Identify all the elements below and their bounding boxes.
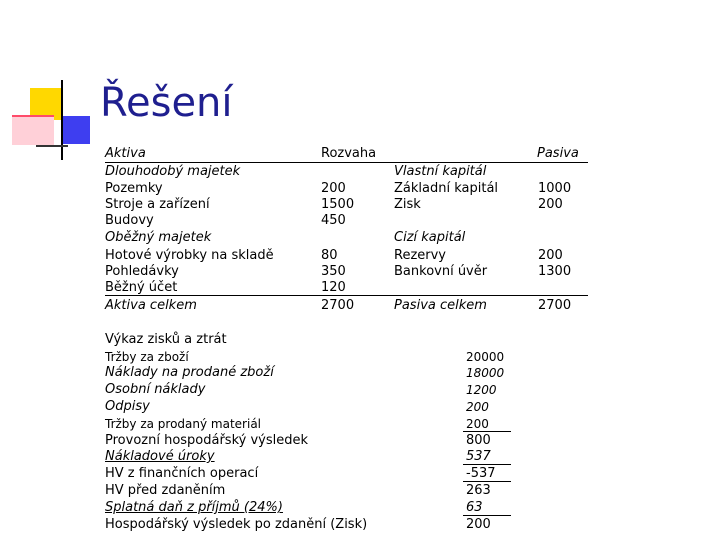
logo-vertical-line [61, 80, 63, 160]
pl-row-value: 200 [466, 517, 491, 532]
pl-row-value: -537 [466, 466, 496, 481]
liabilities-total-label: Pasiva celkem [394, 298, 487, 313]
pl-row-label: Náklady na prodané zboží [105, 365, 274, 380]
equity-label: Zisk [394, 197, 421, 212]
pl-row-label: Nákladové úroky [105, 449, 215, 464]
pl-row-label: Provozní hospodářský výsledek [105, 433, 309, 448]
asset-label: Pozemky [105, 181, 163, 196]
logo-horizontal-line [36, 145, 68, 147]
asset-value: 200 [321, 181, 346, 196]
pl-row-label: Hospodářský výsledek po zdanění (Zisk) [105, 517, 368, 532]
assets-header: Aktiva [105, 146, 146, 161]
asset-label: Běžný účet [105, 280, 178, 295]
pl-row-value: 263 [466, 483, 491, 498]
pl-row-value: 18000 [466, 366, 505, 380]
assets-total-label: Aktiva celkem [105, 298, 197, 313]
pl-row-label: HV před zdaněním [105, 483, 226, 498]
logo-blue-square [62, 116, 90, 144]
asset-label: Pohledávky [105, 264, 179, 279]
liabilities-total-value: 2700 [538, 298, 572, 313]
liability-value: 1300 [538, 264, 572, 279]
pl-row-value: 200 [466, 400, 489, 414]
pl-row-value: 1200 [466, 383, 497, 397]
balance-title: Rozvaha [321, 146, 377, 161]
totals-rule [105, 295, 588, 296]
pl-row-value: 200 [466, 417, 489, 431]
equity-heading: Vlastní kapitál [394, 164, 487, 179]
pl-row-label: Splatná daň z příjmů (24%) [105, 500, 283, 515]
pl-rule [463, 464, 511, 465]
liabilities-group-heading: Cizí kapitál [394, 230, 466, 245]
pl-row-value: 537 [466, 449, 491, 464]
asset-value: 450 [321, 213, 346, 228]
pl-row-value: 20000 [466, 350, 505, 364]
current-assets-heading: Oběžný majetek [105, 230, 212, 245]
asset-label: Hotové výrobky na skladě [105, 248, 274, 263]
asset-label: Budovy [105, 213, 154, 228]
liability-label: Rezervy [394, 248, 446, 263]
pl-row-label: HV z finančních operací [105, 466, 259, 481]
logo-pink-square [12, 115, 54, 145]
pl-row-label: Tržby za prodaný materiál [105, 417, 262, 431]
asset-value: 1500 [321, 197, 355, 212]
liability-label: Bankovní úvěr [394, 264, 488, 279]
slide-title: Řešení [100, 80, 233, 126]
asset-value: 80 [321, 248, 338, 263]
equity-label: Základní kapitál [394, 181, 499, 196]
pl-row-value: 63 [466, 500, 483, 515]
pl-rule [463, 431, 511, 432]
asset-label: Stroje a zařízení [105, 197, 210, 212]
assets-total-value: 2700 [321, 298, 355, 313]
pl-row-label: Odpisy [105, 399, 150, 414]
pl-row-label: Tržby za zboží [105, 350, 189, 364]
pl-row-value: 800 [466, 433, 491, 448]
header-rule [105, 162, 588, 163]
equity-value: 200 [538, 197, 563, 212]
pl-rule [463, 515, 511, 516]
liability-value: 200 [538, 248, 563, 263]
asset-value: 120 [321, 280, 346, 295]
equity-value: 1000 [538, 181, 572, 196]
pl-title: Výkaz zisků a ztrát [105, 332, 227, 347]
long-term-assets-heading: Dlouhodobý majetek [105, 164, 241, 179]
pl-row-label: Osobní náklady [105, 382, 206, 397]
asset-value: 350 [321, 264, 346, 279]
liabilities-header: Pasiva [537, 146, 579, 161]
pl-rule [463, 481, 511, 482]
